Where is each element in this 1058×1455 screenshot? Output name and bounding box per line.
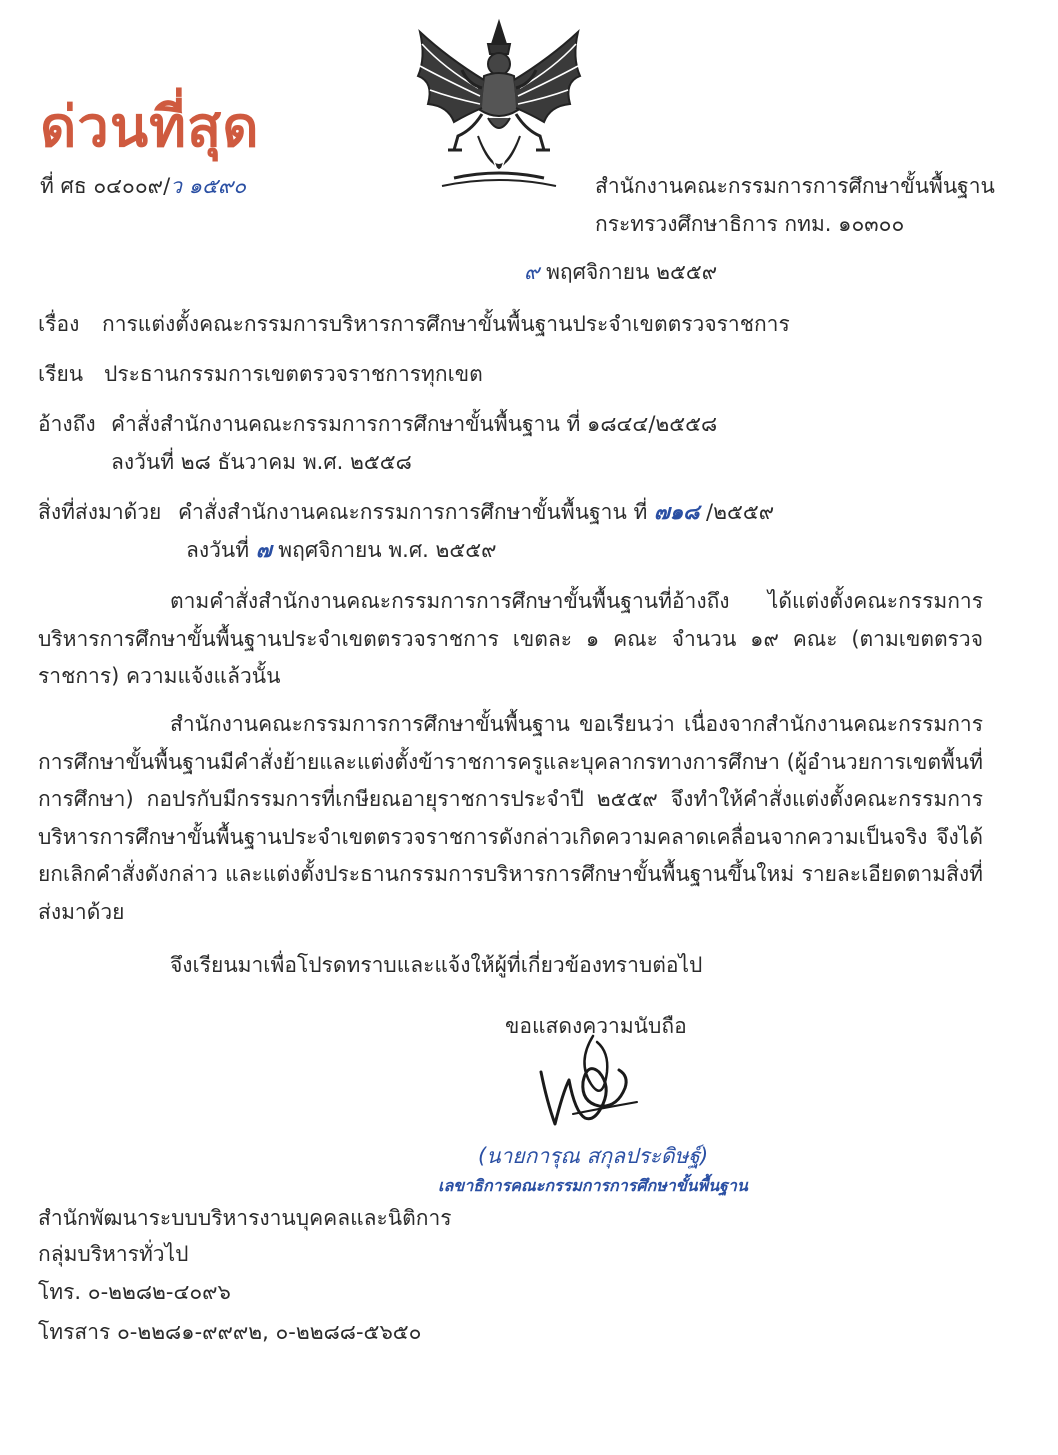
signer-name: (นายการุณ สกุลประดิษฐ์): [478, 1144, 709, 1168]
enclosure-line-1: [178, 498, 774, 526]
footer-office: สำนักพัฒนาระบบบริหารงานบุคคลและนิติการ: [38, 1206, 452, 1230]
body-paragraph-3-text: จึงเรียนมาเพื่อโปรดทราบและแจ้งให้ผู้ที่เกี่ยวข้องทราบต่อไป: [170, 953, 703, 977]
document-number-handwritten: ว ๑๕๙๐: [170, 174, 247, 198]
urgency-stamp: ด่วนที่สุด: [40, 94, 260, 160]
footer-group: กลุ่มบริหารทั่วไป: [38, 1242, 189, 1266]
body-paragraph-1-text: ตามคำสั่งสำนักงานคณะกรรมการการศึกษาขั้นพื้นฐานที่อ้างถึง ได้แต่งตั้งคณะกรรมการบริหารการศึกษาขั้นพื้นฐานประจำเขตตรวจราชการ เขตละ ๑ คณะ จำนวน ๑๙ คณะ (ตามเขตตรวจราชการ) ความแจ้งแล้วนั้น: [38, 589, 983, 688]
recipient-text: ประธานกรรมการเขตตรวจราชการทุกเขต: [104, 362, 483, 386]
enclosure-date-rest: พฤศจิกายน พ.ศ. ๒๕๕๙: [278, 538, 497, 562]
reference-label: อ้างถึง: [38, 412, 96, 436]
enclosure-day: ๗: [255, 538, 272, 562]
enclosure-date-prefix: ลงวันที่: [186, 538, 250, 562]
footer-telephone: โทร. ๐-๒๒๘๒-๔๐๙๖: [38, 1280, 231, 1304]
agency-address: กระทรวงศึกษาธิการ กทม. ๑๐๓๐๐: [595, 212, 905, 236]
garuda-emblem-icon: [408, 18, 590, 194]
body-paragraph-3: [38, 947, 983, 985]
date-day-handwritten: ๙: [524, 260, 540, 284]
signer-title: เลขาธิการคณะกรรมการการศึกษาขั้นพื้นฐาน: [438, 1176, 748, 1195]
reference-line-2: ลงวันที่ ๒๘ ธันวาคม พ.ศ. ๒๕๕๘: [111, 450, 412, 474]
enclosure-order-year: /๒๕๕๙: [706, 500, 775, 524]
body-paragraph-2-text: สำนักงานคณะกรรมการการศึกษาขั้นพื้นฐาน ขอเรียนว่า เนื่องจากสำนักงานคณะกรรมการการศึกษาขั้นพื้นฐานมีคำสั่งย้ายและแต่งตั้งข้าราชการครูและบุคลากรทางการศึกษา (ผู้อำนวยการเขตพื้นที่การศึกษา) กอปรกับมีกรรมการที่เกษียณอายุราชการประจำปี ๒๕๕๙ จึงทำให้คำสั่งแต่งตั้งคณะกรรมการบริหารการศึกษาขั้นพื้นฐานประจำเขตตรวจราชการดังกล่าวเกิดความคลาดเคลื่อนจากความเป็นจริง จึงได้ยกเลิกคำสั่งดังกล่าว และแต่งตั้งประธานกรรมการบริหารการศึกษาขั้นพื้นฐานขึ้นใหม่ รายละเอียดตามสิ่งที่ส่งมาด้วย: [38, 712, 983, 924]
body-paragraph-1: [38, 583, 983, 696]
closing-salutation: ขอแสดงความนับถือ: [505, 1014, 687, 1038]
subject-label: เรื่อง: [38, 312, 80, 336]
subject-text: การแต่งตั้งคณะกรรมการบริหารการศึกษาขั้นพื้นฐานประจำเขตตรวจราชการ: [102, 312, 790, 336]
document-number: [40, 172, 246, 200]
document-date: [524, 258, 717, 286]
footer-fax: โทรสาร ๐-๒๒๘๑-๙๙๙๒, ๐-๒๒๘๘-๕๖๕๐: [38, 1320, 422, 1344]
enclosure-line-2: [186, 536, 497, 564]
enclosure-label: สิ่งที่ส่งมาด้วย: [38, 500, 162, 524]
enclosure-order-prefix: คำสั่งสำนักงานคณะกรรมการการศึกษาขั้นพื้นฐาน ที่: [178, 500, 648, 524]
agency-name: สำนักงานคณะกรรมการการศึกษาขั้นพื้นฐาน: [595, 174, 995, 198]
reference-line-1: คำสั่งสำนักงานคณะกรรมการการศึกษาขั้นพื้นฐาน ที่ ๑๘๔๔/๒๕๕๘: [111, 412, 718, 436]
recipient-label: เรียน: [38, 362, 84, 386]
handwritten-signature-icon: [533, 1032, 643, 1132]
enclosure-order-number: ๗๑๘: [654, 500, 700, 524]
document-number-prefix: ที่ ศธ ๐๔๐๐๙/: [40, 174, 171, 198]
body-paragraph-2: [38, 706, 983, 931]
date-month-year: พฤศจิกายน ๒๕๕๙: [546, 260, 718, 284]
